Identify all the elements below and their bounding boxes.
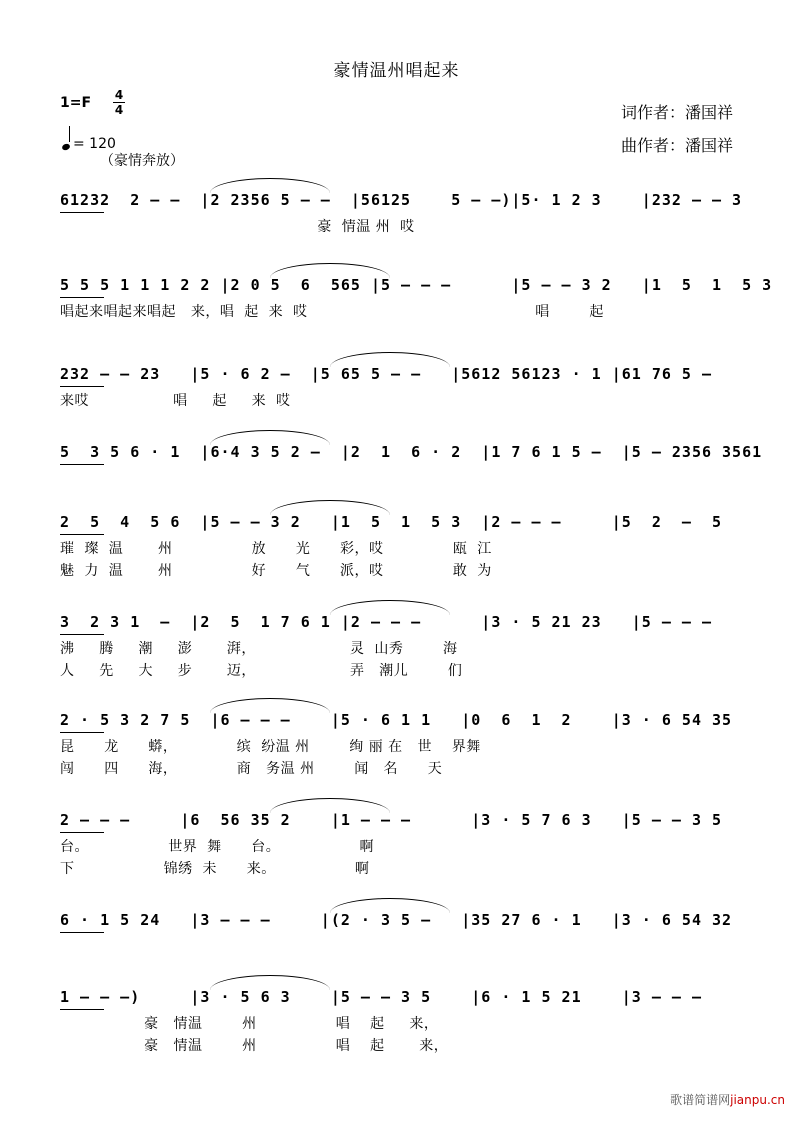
score-row	[60, 188, 743, 235]
beam-line	[60, 534, 104, 535]
score-row	[60, 362, 735, 409]
lyric-line: 璀 璨 温 州 放 光 彩，哎 瓯 江	[60, 541, 492, 557]
lyric-line: 台。 世界 舞 台。 啊	[60, 839, 375, 855]
slur-arc	[210, 430, 330, 445]
beam-line	[60, 634, 104, 635]
beam-line	[60, 386, 104, 387]
slur-arc	[210, 975, 330, 990]
score-row	[60, 510, 735, 579]
composer-credit: 曲作者：潘国祥	[620, 136, 733, 155]
slur-arc	[330, 600, 450, 615]
lyric-line: 豪 情温 州 唱 起 来，	[60, 1038, 449, 1054]
notes-line: 2 – – – |6 56 35 2 |1 – – – |3 · 5 7 6 3 |5 – – 3 5	[60, 811, 723, 829]
notes-line: 2 5 4 5 6 |5 – – 3 2 |1 5 1 5 3 |2 – – – |5 2 – 5	[60, 513, 723, 531]
notes-line: 6 · 1 5 24 |3 – – – |(2 · 3 5 – |35 27 6 · 1 |3 · 6 54 32	[60, 911, 733, 929]
slur-arc	[210, 698, 330, 713]
beam-line	[60, 464, 104, 465]
notes-line: 61232 2 – – |2 2356 5 – – |56125 5 – –)|5· 1 2 3 |232 – – 3	[60, 191, 743, 209]
watermark	[670, 1091, 785, 1108]
tempo-value: = 120	[73, 136, 116, 152]
song-title: 豪情温州唱起来	[333, 61, 460, 81]
beam-line	[60, 832, 104, 833]
slur-arc	[330, 352, 450, 367]
lyric-line: 来哎 唱 起 来 哎	[60, 393, 291, 409]
notes-line: 2 · 5 3 2 7 5 |6 – – – |5 · 6 1 1 |0 6 1 2 |3 · 6 54 35	[60, 711, 733, 729]
slur-arc	[270, 500, 390, 515]
watermark-label: 歌谱简谱网	[670, 1093, 731, 1107]
beam-line	[60, 932, 104, 933]
score-row	[60, 985, 735, 1054]
score-row	[60, 610, 735, 679]
quarter-note-icon	[61, 143, 71, 151]
watermark-site: jianpu.cn	[730, 1093, 785, 1107]
lyric-line: 下 锦绣 未 来。 啊	[60, 861, 370, 877]
score-row	[60, 273, 773, 320]
lyric-line: 人 先 大 步 迈， 弄 潮儿 们	[60, 663, 463, 679]
beam-line	[60, 732, 104, 733]
score-row	[60, 808, 735, 877]
meter-top: 4	[114, 88, 124, 102]
expression-marking: （豪情奔放）	[100, 153, 184, 169]
lyric-line: 沸 腾 潮 澎 湃， 灵 山秀 海	[60, 641, 458, 657]
beam-line	[60, 1009, 104, 1010]
notes-line: 1 – – –) |3 · 5 6 3 |5 – – 3 5 |6 · 1 5 21 |3 – – –	[60, 988, 702, 1006]
beam-line	[60, 297, 104, 298]
meter-bottom: 4	[114, 103, 124, 117]
notes-line: 3 2 3 1 – |2 5 1 7 6 1 |2 – – – |3 · 5 21 23 |5 – – –	[60, 613, 712, 631]
beam-line	[60, 212, 104, 213]
lyricist-credit: 词作者：潘国祥	[620, 103, 733, 122]
score-row	[60, 908, 735, 938]
lyric-line: 魅 力 温 州 好 气 派，哎 敢 为	[60, 563, 492, 579]
notes-line: 232 – – 23 |5 · 6 2 – |5 65 5 – – |5612 56123 · 1 |61 76 5 –	[60, 365, 712, 383]
time-signature	[112, 88, 126, 117]
score-row	[60, 440, 763, 470]
notes-line: 5 3 5 6 · 1 |6·4 3 5 2 – |2 1 6 · 2 |1 7 6 1 5 – |5 – 2356 3561	[60, 443, 763, 461]
slur-arc	[330, 898, 450, 913]
slur-arc	[210, 178, 330, 193]
score-row	[60, 708, 735, 777]
notes-line: 5 5 5 1 1 1 2 2 |2 0 5 6 565 |5 – – – |5 – – 3 2 |1 5 1 5 3	[60, 276, 773, 294]
tempo-marking	[62, 132, 116, 152]
slur-arc	[270, 263, 390, 278]
lyric-line: 昆 龙 蟒， 缤 纷温 州 绚 丽 在 世 界舞	[60, 739, 481, 755]
lyric-line: 唱起来唱起来唱起 来，唱 起 来 哎 唱 起	[60, 304, 604, 320]
lyric-line: 豪 情温 州 哎	[60, 219, 415, 235]
lyric-line: 闯 四 海， 商 务温 州 闻 名 天	[60, 761, 443, 777]
slur-arc	[270, 798, 390, 813]
lyric-line: 豪 情温 州 唱 起 来，	[60, 1016, 439, 1032]
key-signature: 1=F	[60, 95, 92, 111]
